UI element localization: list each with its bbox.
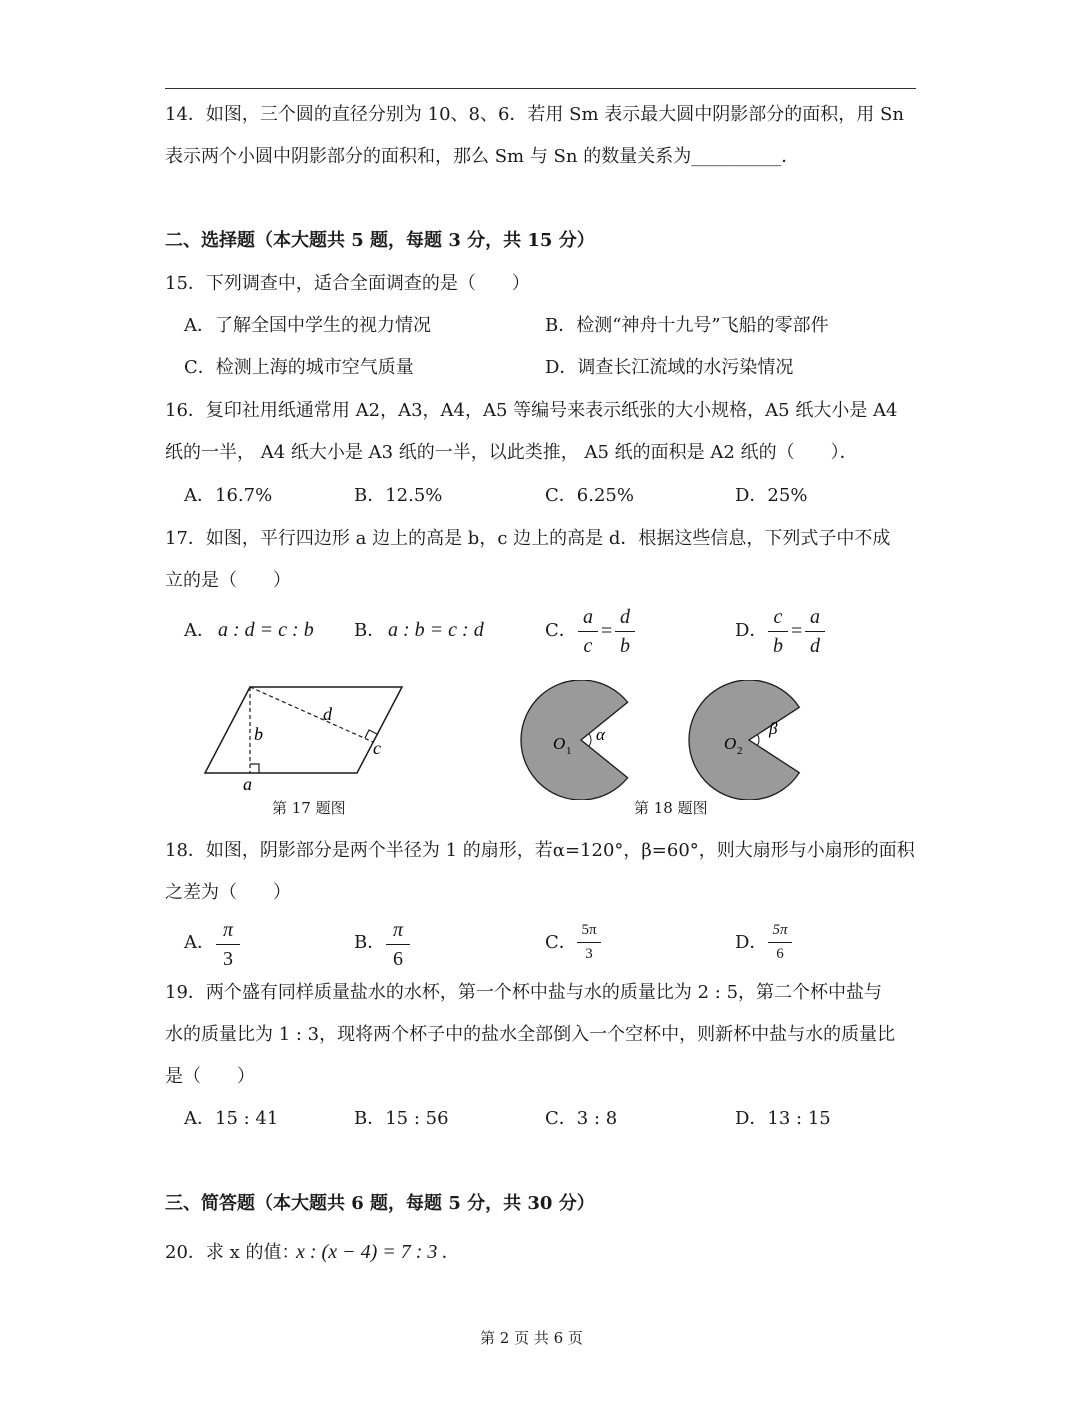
fraction-bar — [805, 631, 825, 632]
label-o1: O — [553, 734, 566, 753]
q19-option-c: C．3 : 8 — [545, 1108, 618, 1129]
label-alpha: α — [596, 725, 605, 744]
q16-line1: 16．复印社用纸通常用 A2，A3，A4，A5 等编号来表示纸张的大小规格，A5 纸大小是 A4 — [165, 400, 898, 421]
q18-option-b-num: π — [392, 919, 404, 941]
q16-option-d: D．25% — [735, 485, 808, 506]
q17-option-c-label: C． — [545, 620, 577, 641]
q16-option-b: B．12.5% — [354, 485, 443, 506]
fraction-bar — [577, 942, 601, 943]
height-d-line — [250, 687, 373, 742]
q17-option-c-equals: = — [601, 620, 613, 642]
q17-option-a-expr: a : d = c : b — [218, 619, 314, 641]
q19-line1: 19．两个盛有同样质量盐水的水杯，第一个杯中盐与水的质量比为 2 : 5，第二个杯中盐与 — [165, 982, 883, 1003]
q17-option-c-den2: b — [620, 635, 630, 657]
page-footer: 第 2 页 共 6 页 — [480, 1329, 583, 1347]
angle-arc-alpha — [589, 734, 591, 747]
q18-option-b-frac — [386, 920, 410, 969]
label-o2-sub: 2 — [737, 745, 743, 757]
q17-option-b-label: B． — [354, 620, 386, 641]
q15-option-d: D．调查长江流域的水污染情况 — [545, 357, 794, 378]
q17-option-d-den2: d — [810, 635, 820, 657]
section-2-heading: 二、选择题（本大题共 5 题，每题 3 分，共 15 分） — [165, 230, 595, 251]
fraction-bar — [768, 942, 792, 943]
q18-option-d-label: D． — [735, 932, 768, 953]
fraction-bar — [216, 944, 240, 945]
label-a: a — [243, 774, 252, 794]
q18-option-c-den: 3 — [585, 946, 593, 962]
header-rule — [165, 88, 916, 89]
label-beta: β — [769, 719, 778, 738]
q17-line2: 立的是（ ） — [165, 570, 291, 591]
q17-option-a-label: A． — [184, 620, 215, 641]
q18-option-d-num: 5π — [772, 922, 788, 938]
label-b: b — [254, 724, 263, 744]
q18-option-c-label: C． — [545, 932, 577, 953]
fraction-bar — [386, 944, 410, 945]
q18-option-c-num: 5π — [581, 922, 597, 938]
q16-option-c: C．6.25% — [545, 485, 634, 506]
figure-18-caption: 第 18 题图 — [634, 799, 708, 817]
q17-option-c-num2: d — [620, 606, 630, 628]
q17-option-b-expr: a : b = c : d — [388, 619, 484, 641]
q16-line2: 纸的一半， A4 纸大小是 A3 纸的一半，以此类推， A5 纸的面积是 A2 纸的（ ）． — [165, 442, 858, 463]
large-sector-o1 — [521, 680, 628, 800]
q17-option-c-frac1 — [578, 607, 598, 656]
label-o1-sub: 1 — [566, 745, 572, 757]
q18-line2: 之差为（ ） — [165, 882, 291, 903]
q18-option-b-label: B． — [354, 932, 386, 953]
q17-option-c-num1: a — [583, 606, 593, 628]
q17-option-c-frac2 — [615, 607, 635, 656]
q18-option-d-frac — [768, 923, 792, 962]
q16-option-a: A．16.7% — [184, 485, 273, 506]
q18-option-b-den: 6 — [393, 948, 403, 970]
q19-option-a: A．15 : 41 — [184, 1108, 279, 1129]
label-o2: O — [724, 734, 737, 753]
q20-prefix: 20．求 x 的值： — [165, 1242, 300, 1263]
q15-stem: 15．下列调查中，适合全面调查的是（ ） — [165, 273, 530, 294]
right-angle-mark-a — [250, 764, 259, 773]
fraction-bar — [768, 631, 788, 632]
q14-line2: 表示两个小圆中阴影部分的面积和，那么 Sm 与 Sn 的数量关系为__________． — [165, 146, 800, 167]
q18-option-a-label: A． — [184, 932, 215, 953]
q15-option-b: B．检测“神舟十九号”飞船的零部件 — [545, 315, 829, 336]
q19-option-b: B．15 : 56 — [354, 1108, 449, 1129]
q17-option-d-num2: a — [810, 606, 820, 628]
parallelogram-shape — [205, 687, 402, 773]
q18-option-c-frac — [577, 923, 601, 962]
fraction-bar — [615, 631, 635, 632]
q15-option-c: C．检测上海的城市空气质量 — [184, 357, 414, 378]
q17-option-c-den1: c — [583, 635, 593, 657]
label-c: c — [373, 738, 381, 758]
q18-option-d-den: 6 — [776, 946, 784, 962]
figure-18-sectors — [505, 680, 845, 800]
q18-option-a-den: 3 — [223, 948, 233, 970]
small-sector-o2 — [689, 680, 799, 800]
q18-option-a-num: π — [222, 919, 234, 941]
q17-option-d-label: D． — [735, 620, 768, 641]
q17-option-d-num1: c — [773, 606, 783, 628]
q18-line1: 18．如图，阴影部分是两个半径为 1 的扇形，若α=120°，β=60°，则大扇形与小扇形的面积 — [165, 840, 915, 861]
q17-option-d-frac1 — [768, 607, 788, 656]
q19-line3: 是（ ） — [165, 1066, 255, 1087]
q19-line2: 水的质量比为 1 : 3，现将两个杯子中的盐水全部倒入一个空杯中，则新杯中盐与水的质量比 — [165, 1024, 896, 1045]
section-3-heading: 三、简答题（本大题共 6 题，每题 5 分，共 30 分） — [165, 1193, 595, 1214]
q17-option-d-equals: = — [791, 620, 803, 642]
q14-line1: 14．如图，三个圆的直径分别为 10、8、6．若用 Sm 表示最大圆中阴影部分的面积，用 Sn — [165, 104, 904, 125]
q15-option-a: A．了解全国中学生的视力情况 — [184, 315, 431, 336]
figure-17-caption: 第 17 题图 — [272, 799, 346, 817]
label-d: d — [323, 704, 332, 724]
q17-option-d-den1: b — [773, 635, 783, 657]
q18-option-a-frac — [216, 920, 240, 969]
q17-option-d-frac2 — [805, 607, 825, 656]
fraction-bar — [578, 631, 598, 632]
angle-arc-beta — [757, 735, 759, 746]
q17-line1: 17．如图，平行四边形 a 边上的高是 b，c 边上的高是 d．根据这些信息，下列式子中不成 — [165, 528, 891, 549]
figure-17-parallelogram — [195, 678, 415, 800]
q20-expression: x : (x − 4) = 7 : 3 . — [296, 1241, 448, 1263]
q19-option-d: D．13 : 15 — [735, 1108, 831, 1129]
